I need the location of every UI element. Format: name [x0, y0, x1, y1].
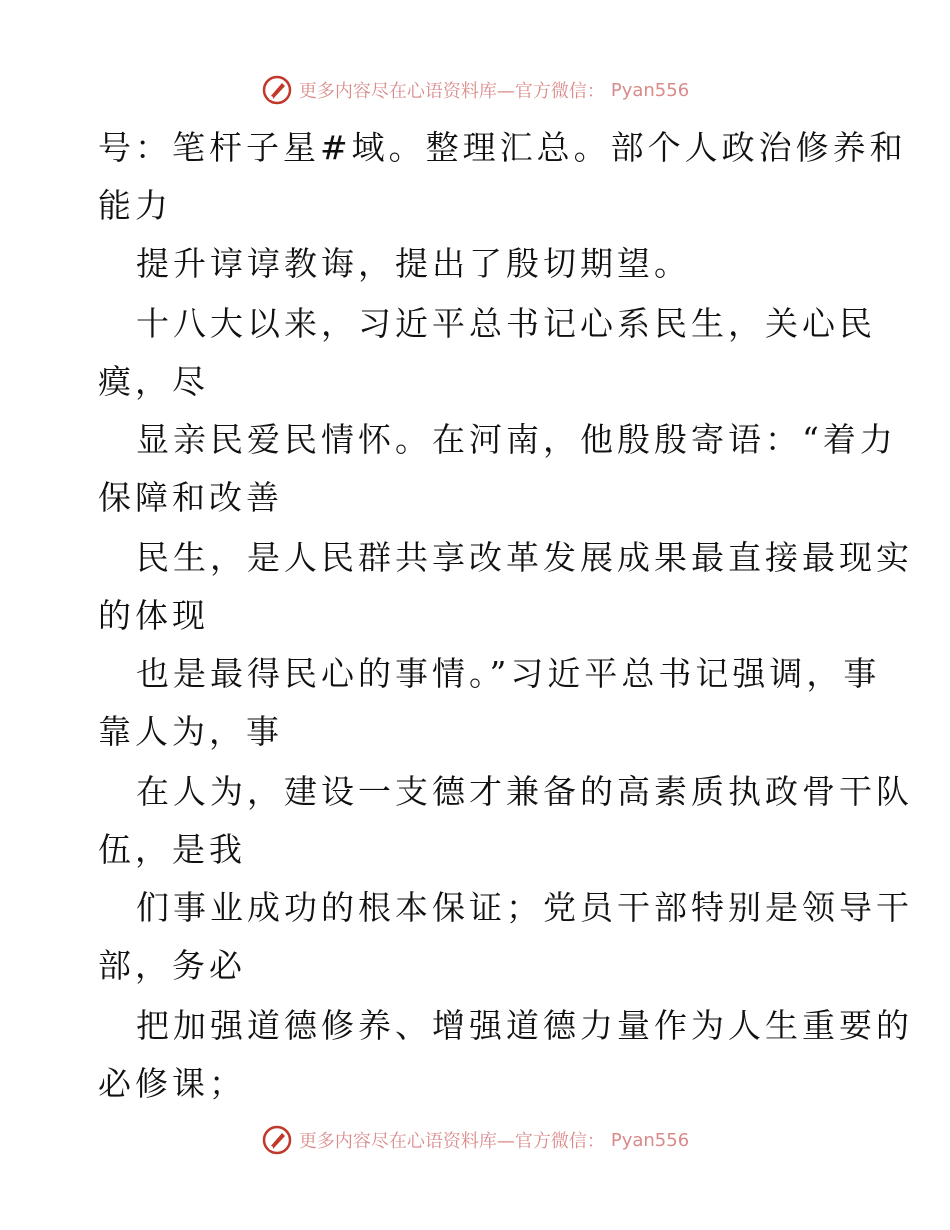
body-line: 提升谆谆教诲，提出了殷切期望。 — [136, 244, 691, 283]
watermark-wechat-id: Pyan556 — [610, 1129, 690, 1151]
pen-logo-icon — [261, 1124, 293, 1156]
body-line: 部，务必 — [98, 946, 246, 985]
body-line: 显亲民爱民情怀。在河南，他殷殷寄语：“着力 — [136, 420, 897, 459]
body-line: 瘼，尽 — [98, 362, 209, 401]
header-watermark — [0, 70, 950, 110]
watermark-text: 更多内容尽在心语资料库—官方微信： — [298, 1131, 605, 1152]
watermark-wechat-id: Pyan556 — [610, 79, 690, 101]
watermark-text: 更多内容尽在心语资料库—官方微信： — [298, 81, 605, 102]
body-line: 的体现 — [98, 596, 209, 635]
body-line: 也是最得民心的事情。”习近平总书记强调，事 — [136, 654, 881, 693]
body-line: 保障和改善 — [98, 478, 283, 517]
footer-watermark — [0, 1120, 950, 1160]
body-line: 民生，是人民群共享改革发展成果最直接最现实 — [136, 538, 913, 577]
body-line: 在人为，建设一支德才兼备的高素质执政骨干队 — [136, 772, 913, 811]
body-line: 伍，是我 — [98, 830, 246, 869]
body-line: 十八大以来，习近平总书记心系民生，关心民 — [136, 304, 876, 343]
body-line: 把加强道德修养、增强道德力量作为人生重要的 — [136, 1006, 913, 1045]
body-line: 必修课； — [98, 1064, 246, 1103]
body-line: 们事业成功的根本保证；党员干部特别是领导干 — [136, 888, 913, 927]
pen-logo-icon — [261, 74, 293, 106]
body-line: 能力 — [98, 186, 172, 225]
body-line: 靠人为，事 — [98, 712, 283, 751]
body-line: 号：笔杆子星#域。整理汇总。部个人政治修养和 — [98, 128, 907, 167]
